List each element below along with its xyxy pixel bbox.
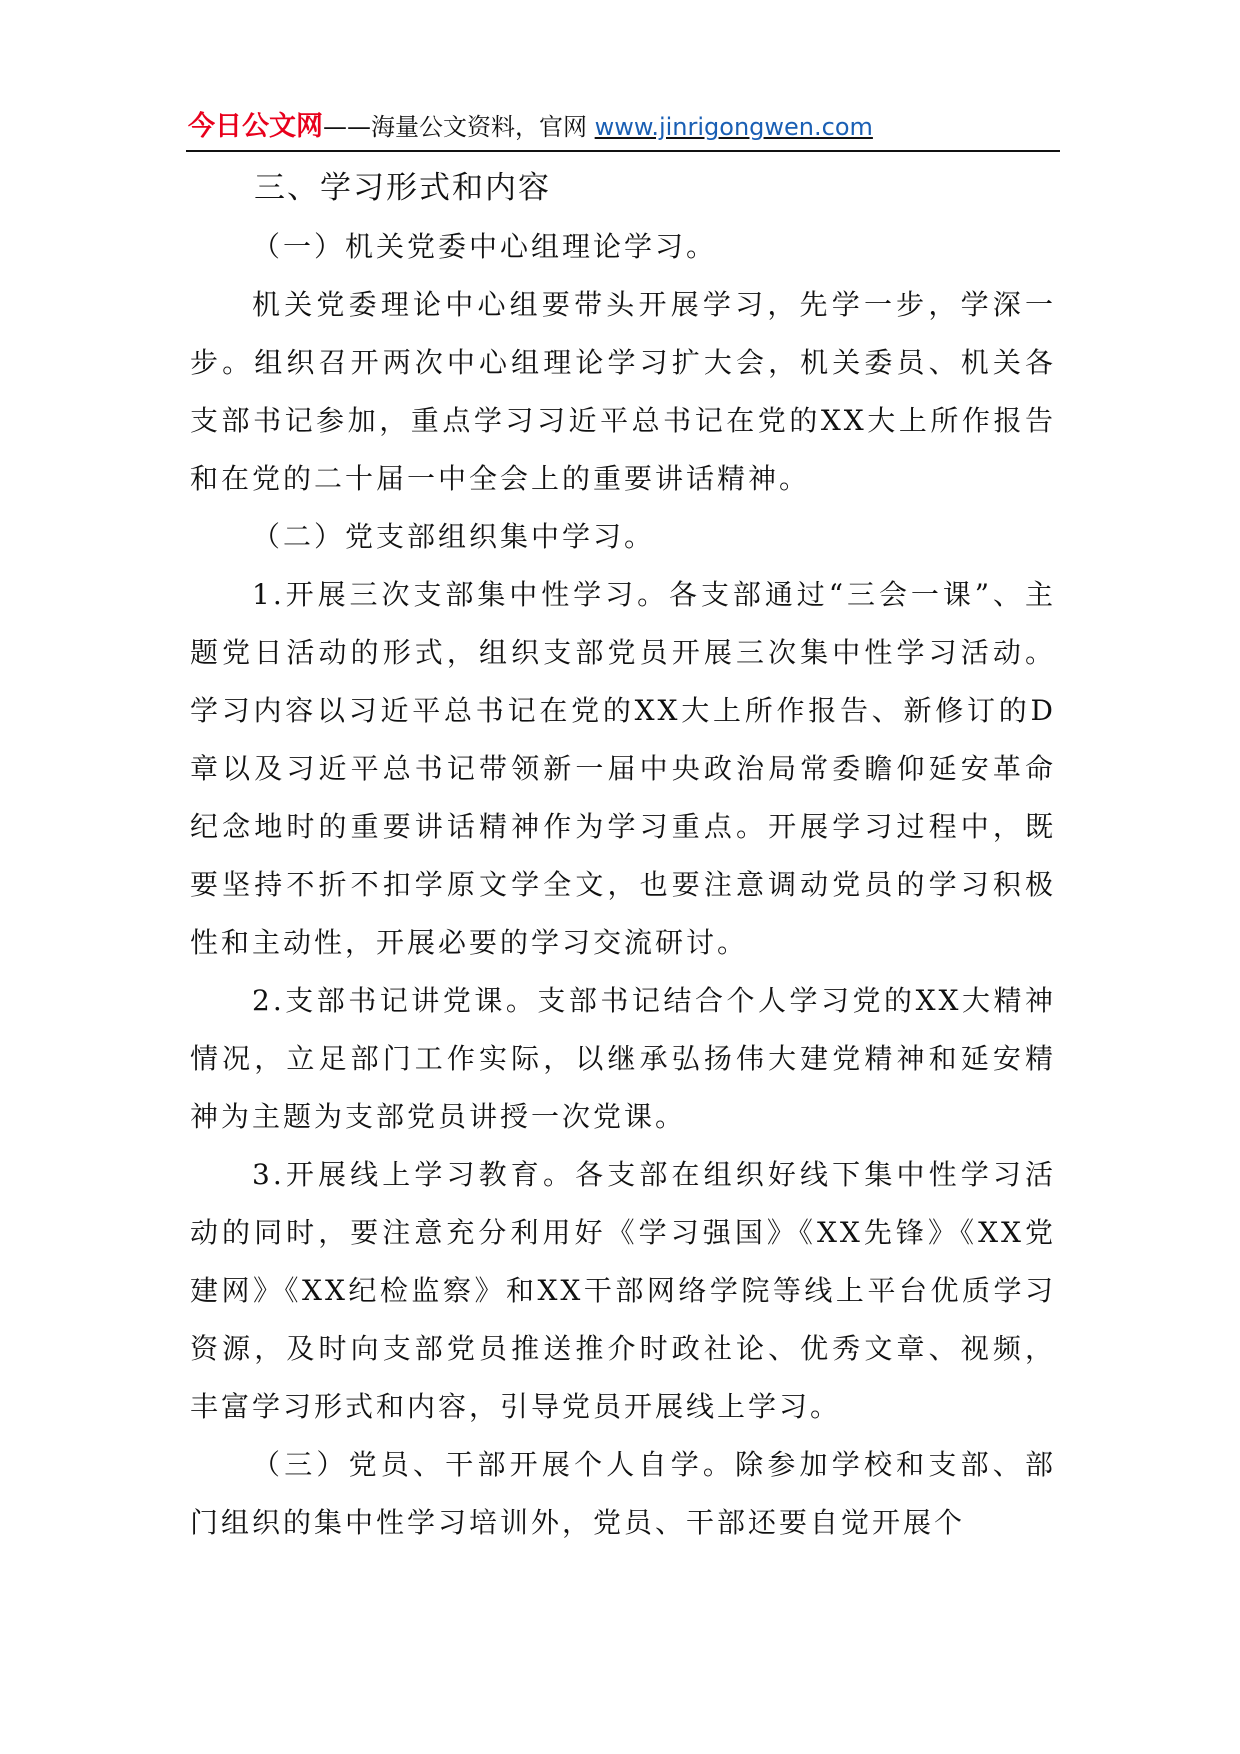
document-body bbox=[190, 160, 1056, 1552]
site-header bbox=[188, 104, 1068, 150]
site-tagline: ——海量公文资料，官网 bbox=[323, 113, 595, 141]
site-name[interactable]: 今日公文网 bbox=[188, 111, 323, 142]
list-item-1: 1.开展三次支部集中性学习。各支部通过“三会一课”、主题党日活动的形式，组织支部党员开展三次集中性学习活动。学习内容以习近平总书记在党的XX大上所作报告、新修订的D章以及习近平总书记带领新一届中央政治局常委瞻仰延安革命纪念地时的重要讲话精神作为学习重点。开展学习过程中，既要坚持不折不扣学原文学全文，也要注意调动党员的学习积极性和主动性，开展必要的学习交流研讨。 bbox=[190, 578, 1056, 959]
subsection-1-title: （一）机关党委中心组理论学习。 bbox=[252, 230, 718, 263]
subsection-2-title: （二）党支部组织集中学习。 bbox=[252, 520, 656, 553]
list-item-3: 3.开展线上学习教育。各支部在组织好线下集中性学习活动的同时，要注意充分利用好《学习强国》《XX先锋》《XX党建网》《XX纪检监察》和XX干部网络学院等线上平台优质学习资源，及时向支部党员推送推介时政社论、优秀文章、视频，丰富学习形式和内容，引导党员开展线上学习。 bbox=[190, 1158, 1056, 1423]
subsection-1-body: 机关党委理论中心组要带头开展学习，先学一步，学深一步。组织召开两次中心组理论学习扩大会，机关委员、机关各支部书记参加，重点学习习近平总书记在党的XX大上所作报告和在党的二十届一中全会上的重要讲话精神。 bbox=[190, 288, 1056, 495]
subsection-3-body: （三）党员、干部开展个人自学。除参加学校和支部、部门组织的集中性学习培训外，党员、干部还要自觉开展个 bbox=[190, 1448, 1056, 1539]
header-divider bbox=[186, 150, 1060, 152]
list-item-2: 2.支部书记讲党课。支部书记结合个人学习党的XX大精神情况，立足部门工作实际，以继承弘扬伟大建党精神和延安精神为主题为支部党员讲授一次党课。 bbox=[190, 984, 1056, 1133]
site-url-link[interactable]: www.jinrigongwen.com bbox=[594, 113, 873, 141]
section-title: 三、学习形式和内容 bbox=[254, 170, 551, 206]
